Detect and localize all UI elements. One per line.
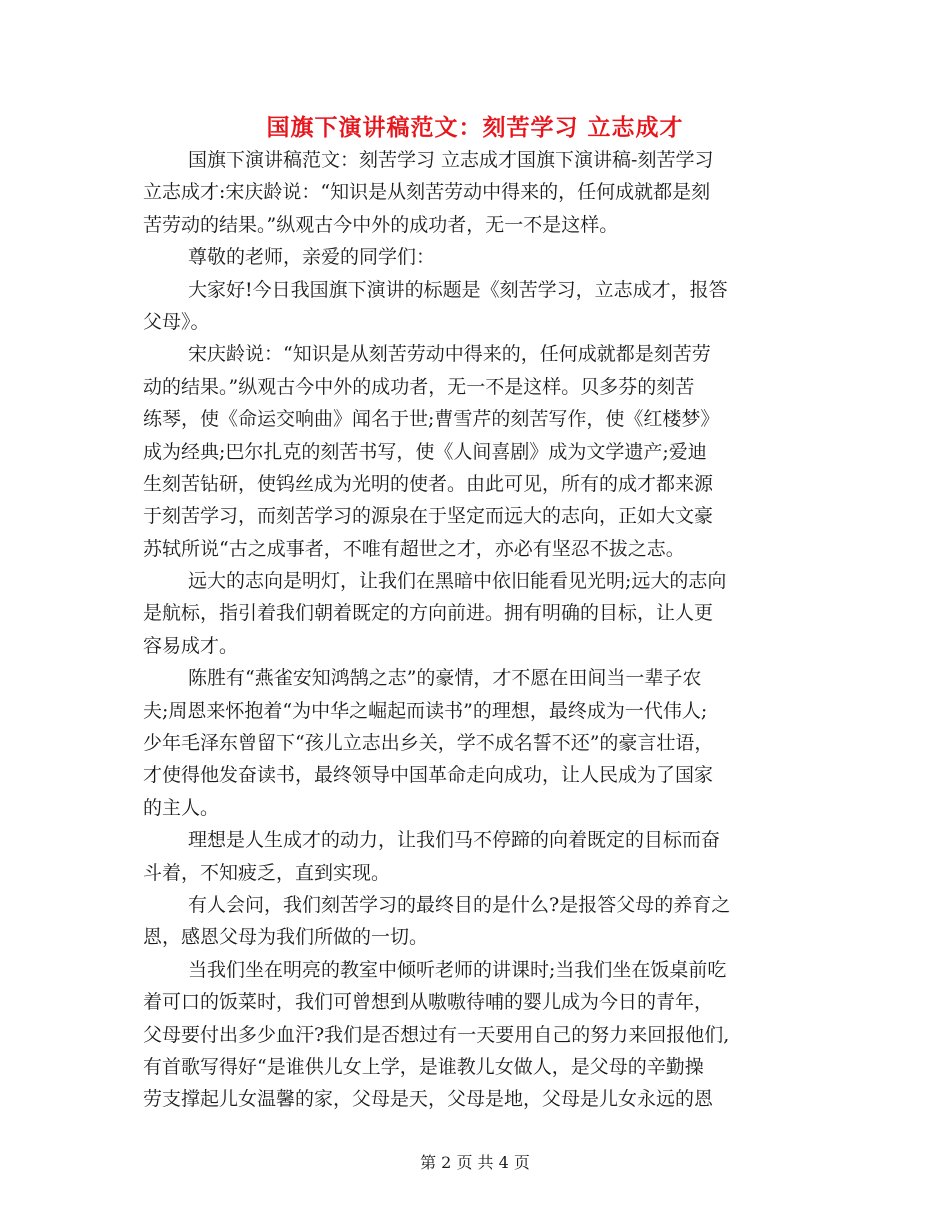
document-body xyxy=(143,144,815,1116)
text-line: 有人会问，我们刻苦学习的最终目的是什么?是报答父母的养育之 xyxy=(188,893,731,916)
text-line: 当我们坐在明亮的教室中倾听老师的讲课时;当我们坐在饭桌前吃 xyxy=(188,958,727,981)
text-line: 才使得他发奋读书，最终领导中国革命走向成功，让人民成为了国家 xyxy=(143,764,714,787)
text-line: 于刻苦学习，而刻苦学习的源泉在于坚定而远大的志向，正如大文豪 xyxy=(143,505,714,528)
text-line: 的主人。 xyxy=(143,796,220,819)
text-line: 父母》。 xyxy=(143,310,210,333)
text-line: 成为经典;巴尔扎克的刻苦书写，使《人间喜剧》成为文学遗产;爱迪 xyxy=(143,440,707,463)
text-line: 大家好!今日我国旗下演讲的标题是《刻苦学习，立志成才，报答 xyxy=(188,278,728,301)
text-line: 苦劳动的结果。”纵观古今中外的成功者，无一不是这样。 xyxy=(143,213,619,236)
text-line: 父母要付出多少血汗?我们是否想过有一天要用自己的努力来回报他们, xyxy=(143,1023,730,1046)
text-line: 夫;周恩来怀抱着“为中华之崛起而读书”的理想，最终成为一代伟人; xyxy=(143,699,708,722)
document-title: 国旗下演讲稿范文：刻苦学习 立志成才 xyxy=(266,114,684,141)
text-line: 国旗下演讲稿范文：刻苦学习 立志成才国旗下演讲稿-刻苦学习 xyxy=(188,149,714,171)
text-line: 少年毛泽东曾留下“孩儿立志出乡关，学不成名誓不还”的豪言壮语， xyxy=(143,732,714,755)
text-line: 动的结果。”纵观古今中外的成功者，无一不是这样。贝多芬的刻苦 xyxy=(143,375,695,398)
text-line: 宋庆龄说：“知识是从刻苦劳动中得来的，任何成就都是刻苦劳 xyxy=(188,343,711,366)
text-line: 练琴，使《命运交响曲》闻名于世;曹雪芹的刻苦写作，使《红楼梦》 xyxy=(143,408,720,431)
text-line: 尊敬的老师，亲爱的同学们： xyxy=(188,246,436,269)
text-line: 劳支撑起儿女温馨的家，父母是天，父母是地，父母是儿女永远的恩 xyxy=(143,1088,714,1111)
text-line: 远大的志向是明灯，让我们在黑暗中依旧能看见光明;远大的志向 xyxy=(188,570,727,593)
text-line: 理想是人生成才的动力，让我们马不停蹄的向着既定的目标而奋 xyxy=(188,829,721,852)
text-line: 着可口的饭菜时，我们可曾想到从嗷嗷待哺的婴儿成为今日的青年， xyxy=(143,991,714,1014)
text-line: 苏轼所说“古之成事者，不唯有超世之才，亦必有坚忍不拔之志。 xyxy=(143,537,685,560)
text-line: 是航标，指引着我们朝着既定的方向前进。拥有明确的目标，让人更 xyxy=(143,602,714,625)
page-footer: 第 2 页 共 4 页 xyxy=(420,1153,530,1172)
text-line: 恩，感恩父母为我们所做的一切。 xyxy=(143,926,429,949)
text-line: 立志成才:宋庆龄说：“知识是从刻苦劳动中得来的，任何成就都是刻 xyxy=(143,181,711,204)
text-line: 有首歌写得好“是谁供儿女上学，是谁教儿女做人，是父母的辛勤操 xyxy=(143,1055,704,1078)
text-line: 容易成才。 xyxy=(143,634,239,657)
text-line: 陈胜有“燕雀安知鸿鹄之志”的豪情，才不愿在田间当一辈子农 xyxy=(188,667,702,690)
text-line: 生刻苦钻研，使钨丝成为光明的使者。由此可见，所有的成才都来源 xyxy=(143,472,714,495)
text-line: 斗着，不知疲乏，直到实现。 xyxy=(143,861,391,884)
